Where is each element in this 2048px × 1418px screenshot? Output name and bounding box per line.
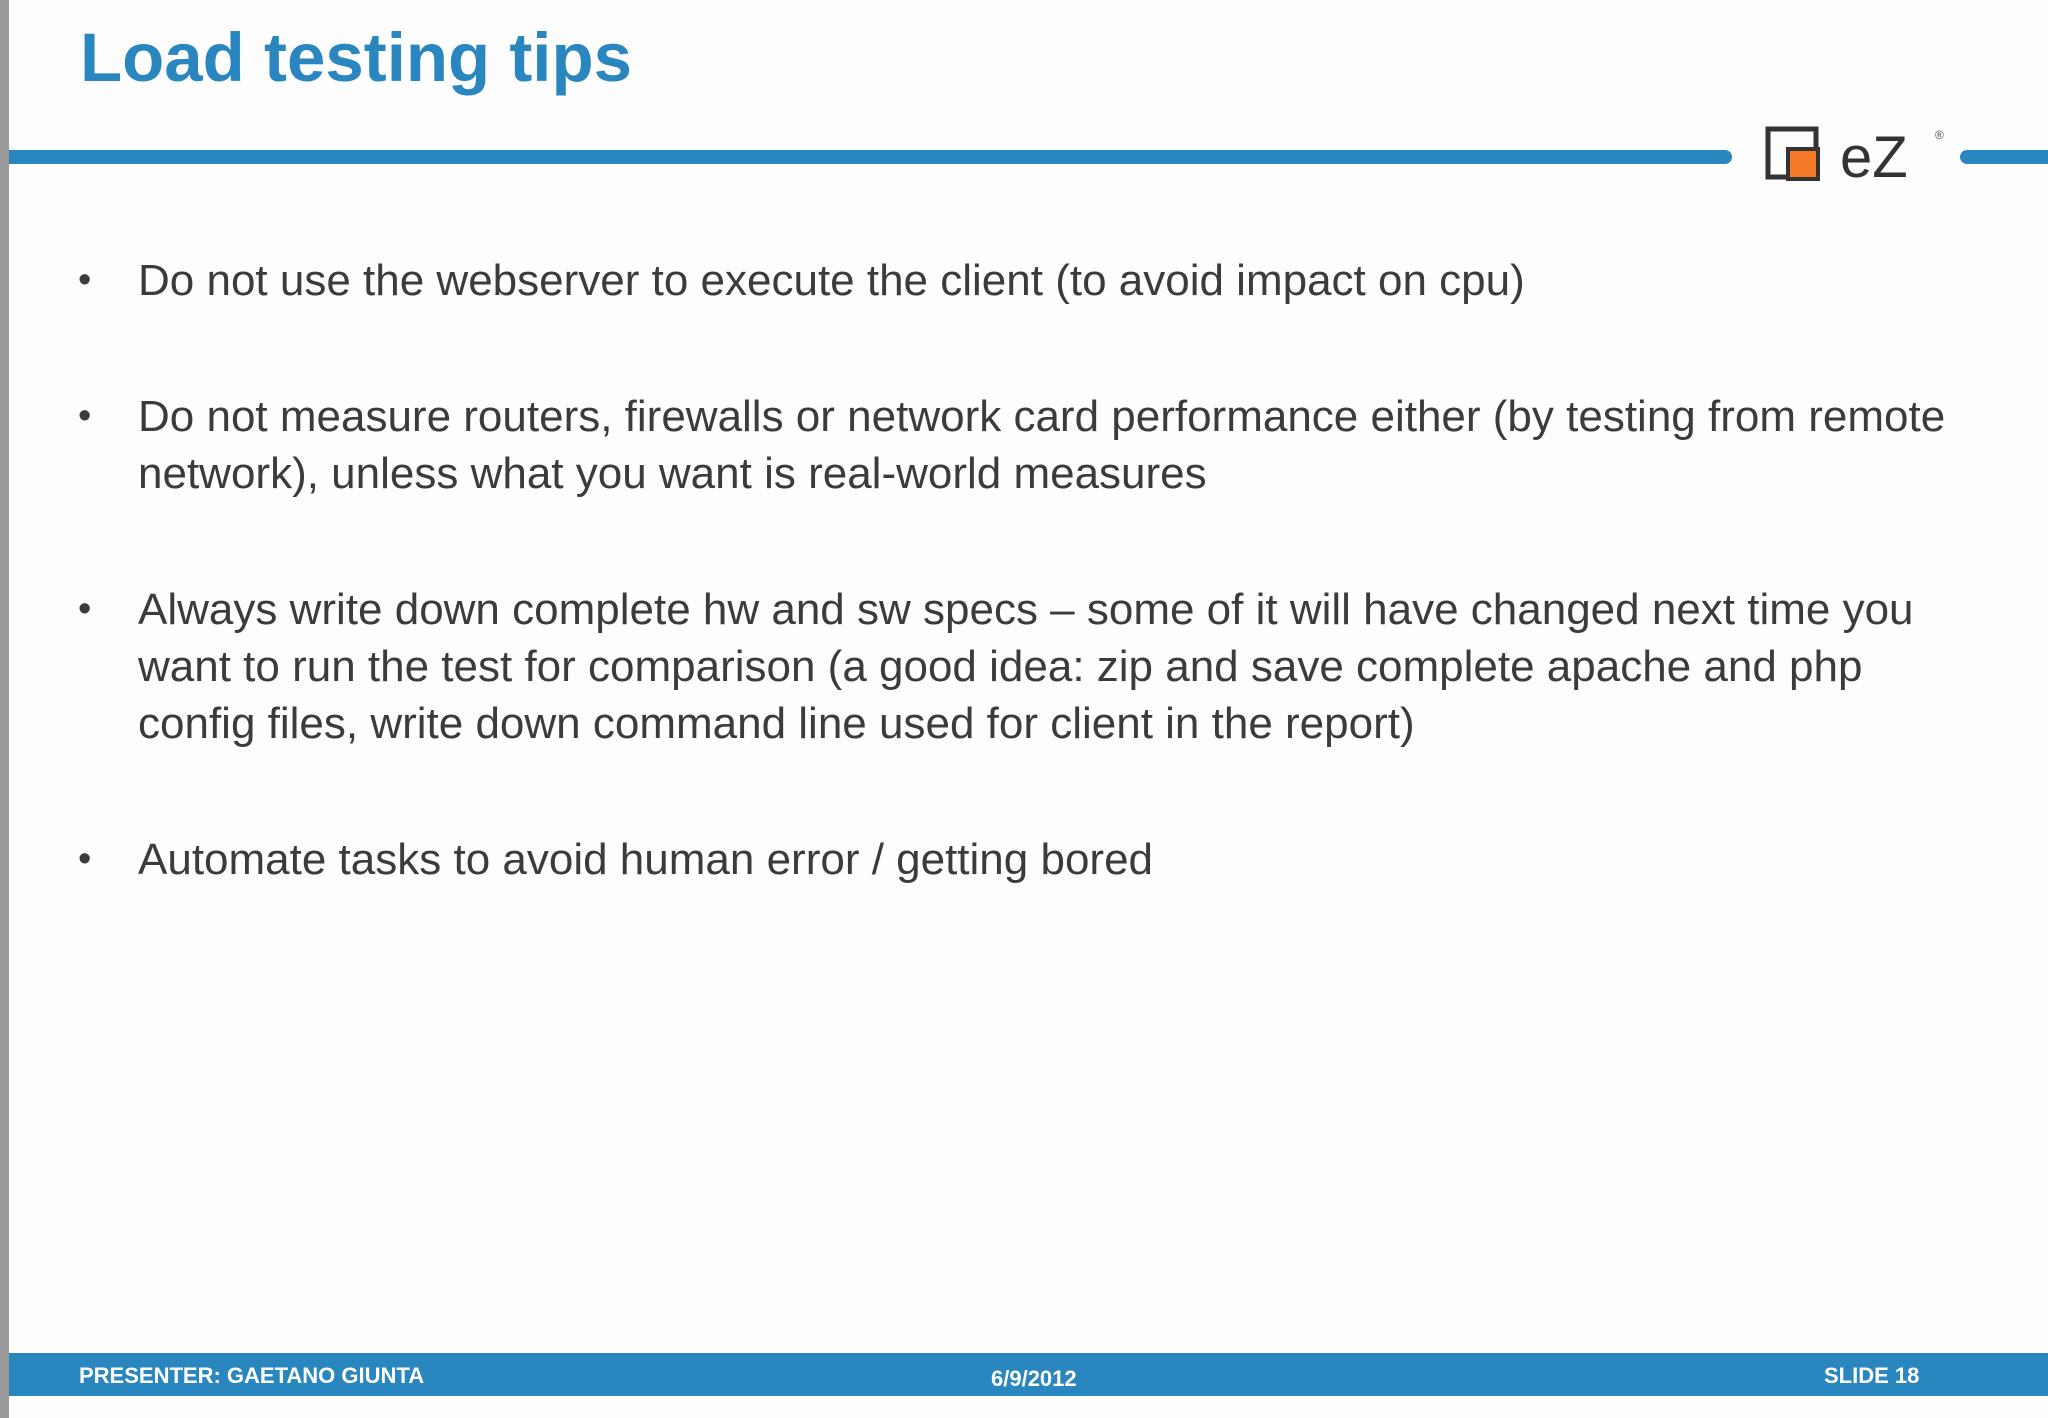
registered-mark: ® [1935,128,1944,142]
logo-wordmark: eZ [1840,125,1908,188]
slide-title: Load testing tips [80,19,632,96]
footer-bar [9,1353,2048,1396]
bullet-dot-icon: • [78,395,92,437]
bullet-text: Do not use the webserver to execute the client (to avoid impact on cpu) [138,256,1525,305]
bullet-dot-icon: • [78,259,92,301]
title-rule-right [1960,150,2048,164]
title-rule-left [9,150,1732,164]
bullet-dot-icon: • [78,588,92,630]
bullet-item [78,252,1978,309]
bullet-dot-icon: • [78,838,92,880]
bullet-text: Do not measure routers, firewalls or network card performance either (by testing from remote network), unless what you want is real-world measures [138,392,1946,498]
bullet-item [78,388,1978,502]
bullet-item [78,581,1978,752]
footer-slide-number: SLIDE 18 [1824,1363,1920,1388]
footer-presenter: PRESENTER: GAETANO GIUNTA [79,1363,425,1388]
bullet-item [78,831,1978,888]
left-edge-bar [0,0,9,1418]
bullet-text: Automate tasks to avoid human error / getting bored [138,835,1154,884]
ez-logo-icon [1764,124,1950,188]
bullet-text: Always write down complete hw and sw specs – some of it will have changed next time you want to run the test for comparison (a good idea: zip and save complete apache and php config files, write down command line used for client in the report) [138,585,1914,748]
footer-date: 6/9/2012 [991,1366,1077,1391]
bullet-list [78,252,1978,967]
